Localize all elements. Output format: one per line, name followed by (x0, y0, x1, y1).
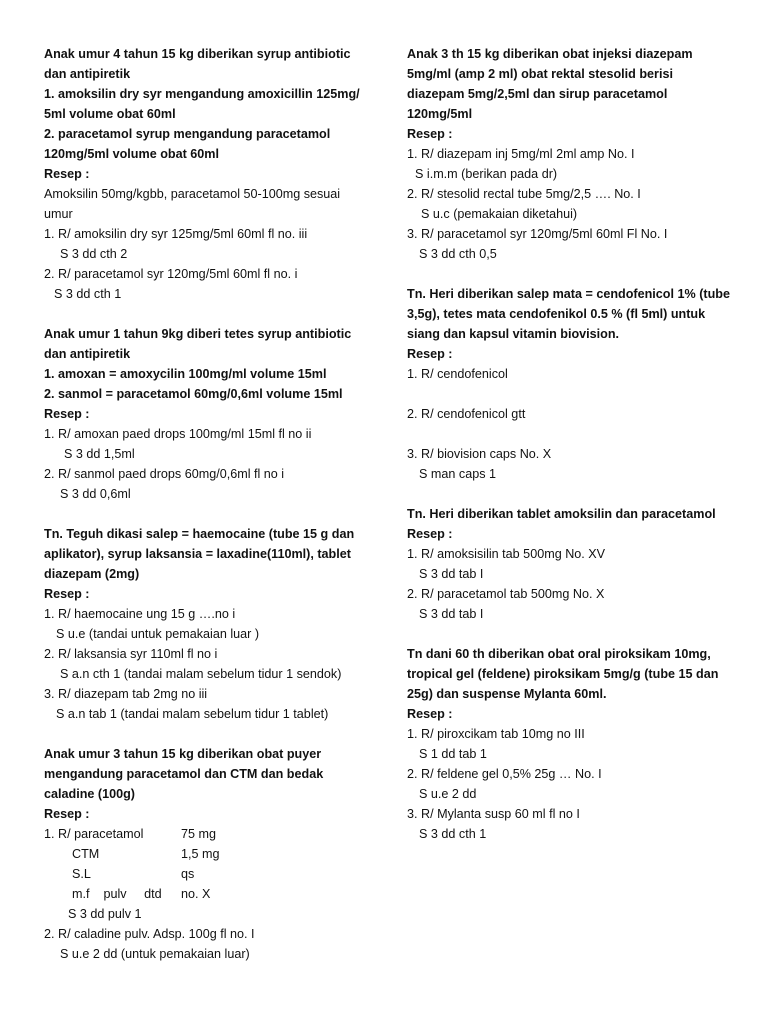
signa-line: S 3 dd cth 2 (60, 247, 128, 261)
ingredient-name: m.f pulv dtd (72, 887, 162, 901)
signa-line: S 3 dd tab I (419, 567, 484, 581)
prescription-line: umur (44, 207, 73, 221)
ingredient-name: CTM (72, 847, 100, 861)
ingredient-name: S.L (72, 867, 91, 881)
signa-line: S 3 dd cth 1 (54, 287, 122, 301)
case-title: 3,5g), tetes mata cendofenikol 0.5 % (fl 5ml) untuk (407, 307, 706, 321)
prescription-line: 3. R/ diazepam tab 2mg no iii (44, 687, 208, 701)
left-column (44, 44, 374, 964)
signa-line: S i.m.m (berikan pada dr) (415, 167, 558, 181)
case-title: diazepam (2mg) (44, 567, 140, 581)
ingredient-dose: 1,5 mg (181, 847, 220, 861)
prescription-line: 1. R/ amoxan paed drops 100mg/ml 15ml fl no ii (44, 427, 312, 441)
prescription-line: 2. R/ feldene gel 0,5% 25g … No. I (407, 767, 602, 781)
prescription-line: 2. R/ sanmol paed drops 60mg/0,6ml fl no i (44, 467, 285, 481)
case-heri-tablet (407, 504, 752, 624)
case-title: 1. amoxan = amoxycilin 100mg/ml volume 15ml (44, 367, 327, 381)
signa-line: S 3 dd tab I (419, 607, 484, 621)
case-title: mengandung paracetamol dan CTM dan bedak (44, 767, 324, 781)
signa-line: S a.n tab 1 (tandai malam sebelum tidur 1 tablet) (56, 707, 329, 721)
case-title: 1. amoksilin dry syr mengandung amoxicillin 125mg/ (44, 87, 360, 101)
case-title: 2. sanmol = paracetamol 60mg/0,6ml volume 15ml (44, 387, 343, 401)
case-title: tropical gel (feldene) piroksikam 5mg/g (tube 15 dan (407, 667, 719, 681)
case-antibiotic-syrup (44, 44, 374, 304)
case-title: Tn. Heri diberikan tablet amoksilin dan paracetamol (407, 507, 716, 521)
case-diazepam (407, 44, 752, 264)
prescription-line: 3. R/ biovision caps No. X (407, 447, 552, 461)
prescription-line: 3. R/ Mylanta susp 60 ml fl no I (407, 807, 580, 821)
resep-label: Resep : (44, 167, 90, 181)
case-dani (407, 644, 752, 844)
case-title: 25g) dan suspense Mylanta 60ml. (407, 687, 607, 701)
case-title: Anak umur 4 tahun 15 kg diberikan syrup antibiotic (44, 47, 351, 61)
prescription-line: 1. R/ piroxcikam tab 10mg no III (407, 727, 585, 741)
ingredient-dose: no. X (181, 887, 211, 901)
case-title: 2. paracetamol syrup mengandung paracetamol (44, 127, 331, 141)
resep-label: Resep : (44, 587, 90, 601)
ingredient-name: 1. R/ paracetamol (44, 827, 144, 841)
prescription-line: 1. R/ cendofenicol (407, 367, 508, 381)
signa-line: S u.e 2 dd (untuk pemakaian luar) (60, 947, 250, 961)
case-title: diazepam 5mg/2,5ml dan sirup paracetamol (407, 87, 668, 101)
case-title: caladine (100g) (44, 787, 135, 801)
prescription-line: 2. R/ caladine pulv. Adsp. 100g fl no. I (44, 927, 255, 941)
case-title: Tn. Heri diberikan salep mata = cendofenicol 1% (tube (407, 287, 730, 301)
signa-line: S a.n cth 1 (tandai malam sebelum tidur 1 sendok) (60, 667, 342, 681)
case-puyer (44, 744, 374, 964)
case-title: aplikator), syrup laksansia = laxadine(110ml), tablet (44, 547, 351, 561)
signa-line: S 3 dd 0,6ml (60, 487, 131, 501)
signa-line: S u.c (pemakaian diketahui) (421, 207, 578, 221)
prescription-line: 2. R/ stesolid rectal tube 5mg/2,5 …. No. I (407, 187, 641, 201)
case-title: 5mg/ml (amp 2 ml) obat rektal stesolid berisi (407, 67, 673, 81)
case-title: Anak 3 th 15 kg diberikan obat injeksi diazepam (407, 47, 693, 61)
prescription-line: 2. R/ cendofenicol gtt (407, 407, 526, 421)
case-title: 5ml volume obat 60ml (44, 107, 176, 121)
case-title: Anak umur 3 tahun 15 kg diberikan obat puyer (44, 747, 322, 761)
case-teguh (44, 524, 374, 724)
case-title: 120mg/5ml volume obat 60ml (44, 147, 219, 161)
resep-label: Resep : (44, 407, 90, 421)
case-title: 120mg/5ml (407, 107, 473, 121)
signa-line: S 3 dd pulv 1 (68, 907, 142, 921)
case-title: Tn dani 60 th diberikan obat oral piroksikam 10mg, (407, 647, 711, 661)
prescription-line: 2. R/ paracetamol syr 120mg/5ml 60ml fl no. i (44, 267, 298, 281)
prescription-line: 1. R/ haemocaine ung 15 g ….no i (44, 607, 236, 621)
resep-label: Resep : (407, 527, 453, 541)
case-title: dan antipiretik (44, 347, 131, 361)
signa-line: S 3 dd cth 0,5 (419, 247, 497, 261)
resep-label: Resep : (44, 807, 90, 821)
case-heri-eye (407, 284, 752, 484)
resep-label: Resep : (407, 127, 453, 141)
ingredient-dose: qs (181, 867, 195, 881)
case-drops (44, 324, 374, 504)
prescription-line: 3. R/ paracetamol syr 120mg/5ml 60ml Fl No. I (407, 227, 668, 241)
resep-label: Resep : (407, 347, 453, 361)
case-title: siang dan kapsul vitamin biovision. (407, 327, 620, 341)
ingredient-dose: 75 mg (181, 827, 217, 841)
compound-recipe (44, 824, 374, 904)
right-column (407, 44, 752, 844)
signa-line: S 3 dd 1,5ml (64, 447, 135, 461)
case-title: Tn. Teguh dikasi salep = haemocaine (tube 15 g dan (44, 527, 355, 541)
prescription-line: 1. R/ amoksilin dry syr 125mg/5ml 60ml fl no. iii (44, 227, 308, 241)
signa-line: S 3 dd cth 1 (419, 827, 487, 841)
signa-line: S u.e (tandai untuk pemakaian luar ) (56, 627, 260, 641)
prescription-line: 2. R/ paracetamol tab 500mg No. X (407, 587, 605, 601)
signa-line: S 1 dd tab 1 (419, 747, 487, 761)
prescription-line: 1. R/ amoksisilin tab 500mg No. XV (407, 547, 606, 561)
signa-line: S man caps 1 (419, 467, 497, 481)
prescription-line: 1. R/ diazepam inj 5mg/ml 2ml amp No. I (407, 147, 635, 161)
prescription-line: 2. R/ laksansia syr 110ml fl no i (44, 647, 218, 661)
case-title: Anak umur 1 tahun 9kg diberi tetes syrup antibiotic (44, 327, 352, 341)
prescription-line: Amoksilin 50mg/kgbb, paracetamol 50-100mg sesuai (44, 187, 341, 201)
case-title: dan antipiretik (44, 67, 131, 81)
resep-label: Resep : (407, 707, 453, 721)
signa-line: S u.e 2 dd (419, 787, 477, 801)
